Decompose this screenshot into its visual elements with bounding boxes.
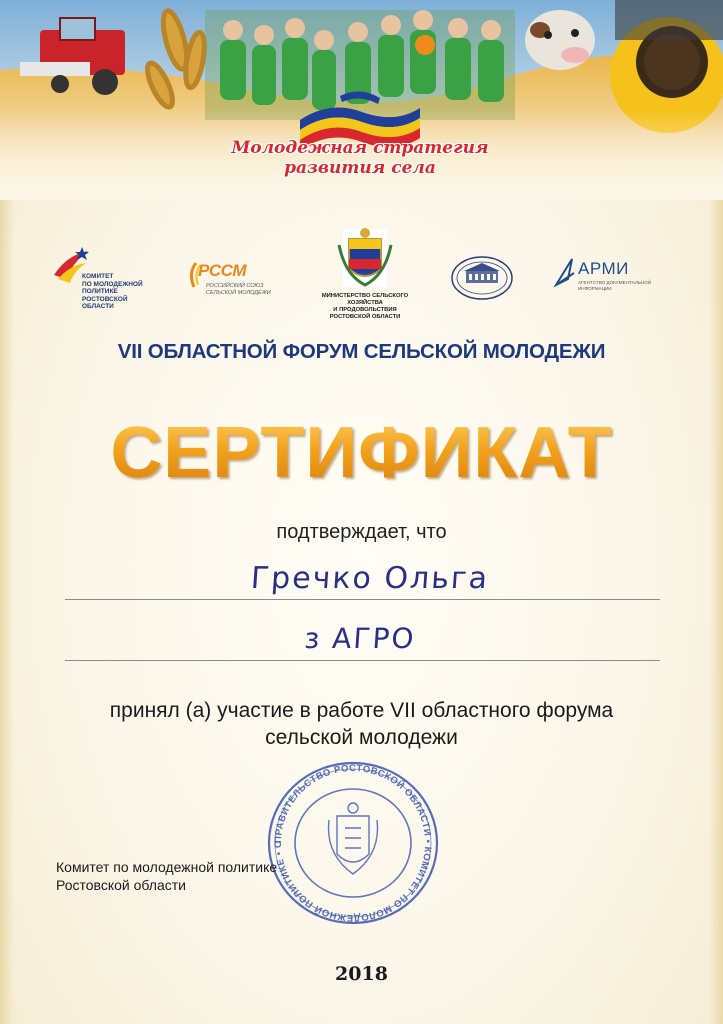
official-stamp (263, 758, 443, 928)
coat-of-arms-icon (305, 225, 425, 291)
signatory-block (56, 858, 316, 894)
armi-logo (552, 255, 662, 305)
rssm-subtitle: РОССИЙСКИЙ СОЮЗ СЕЛЬСКОЙ МОЛОДЕЖИ (206, 283, 271, 296)
stamp-ring-text: ПРАВИТЕЛЬСТВО РОСТОВСКОЙ ОБЛАСТИ • КОМИТЕТ ПО МОЛОДЕЖНОЙ ПОЛИТИКЕ • О (272, 762, 434, 924)
armi-subtitle: АГЕНТСТВО ДОКУМЕНТАЛЬНОЙ ИНФОРМАЦИИ (578, 280, 652, 291)
certificate-title: СЕРТИФИКАТ (0, 412, 723, 494)
signatory-line-1: Комитет по молодежной политике (56, 859, 278, 875)
participation-line-1: принял (а) участие в работе VII областного форума (109, 699, 614, 722)
slogan-logo-text (180, 138, 540, 178)
forum-title: VII ОБЛАСТНОЙ ФОРУМ СЕЛЬСКОЙ МОЛОДЕЖИ (117, 340, 606, 363)
ministry-logo (305, 225, 425, 325)
confirms-text: подтверждает, что (276, 521, 447, 543)
committee-logo (52, 245, 162, 315)
slogan-line-2: развития села (284, 158, 436, 178)
cow-image (525, 10, 595, 70)
signatory-line-2: Ростовской области (56, 877, 186, 893)
slogan-line-1: Молодежная стратегия (231, 138, 489, 158)
rssm-brand: РССМ (198, 261, 247, 280)
participation-line-2: сельской молодежи (265, 726, 458, 749)
youth-group-image (205, 10, 515, 120)
ministry-logo-text: МИНИСТЕРСТВО СЕЛЬСКОГО ХОЗЯЙСТВА И ПРОДОВОЛЬСТВИЯ РОСТОВСКОЙ ОБЛАСТИ (321, 293, 409, 320)
university-building-logo (450, 255, 514, 301)
name-underline (65, 599, 660, 600)
armi-brand: АРМИ (578, 259, 629, 278)
recipient-organization: з АГРО (303, 622, 417, 655)
participation-statement (0, 697, 723, 751)
certificate-year: 2018 (335, 963, 388, 985)
organization-underline (65, 660, 660, 661)
recipient-name: Гречко Ольга (249, 561, 491, 596)
building-emblem-icon (450, 255, 514, 301)
rssm-logo (186, 255, 276, 305)
armi-arrow-icon (552, 255, 578, 289)
committee-logo-text: КОМИТЕТ ПО МОЛОДЕЖНОЙ ПОЛИТИКЕ РОСТОВСКОЙ ОБЛАСТИ (82, 273, 143, 310)
stamp-seal-icon (263, 758, 443, 928)
partner-logos-row (0, 225, 723, 325)
